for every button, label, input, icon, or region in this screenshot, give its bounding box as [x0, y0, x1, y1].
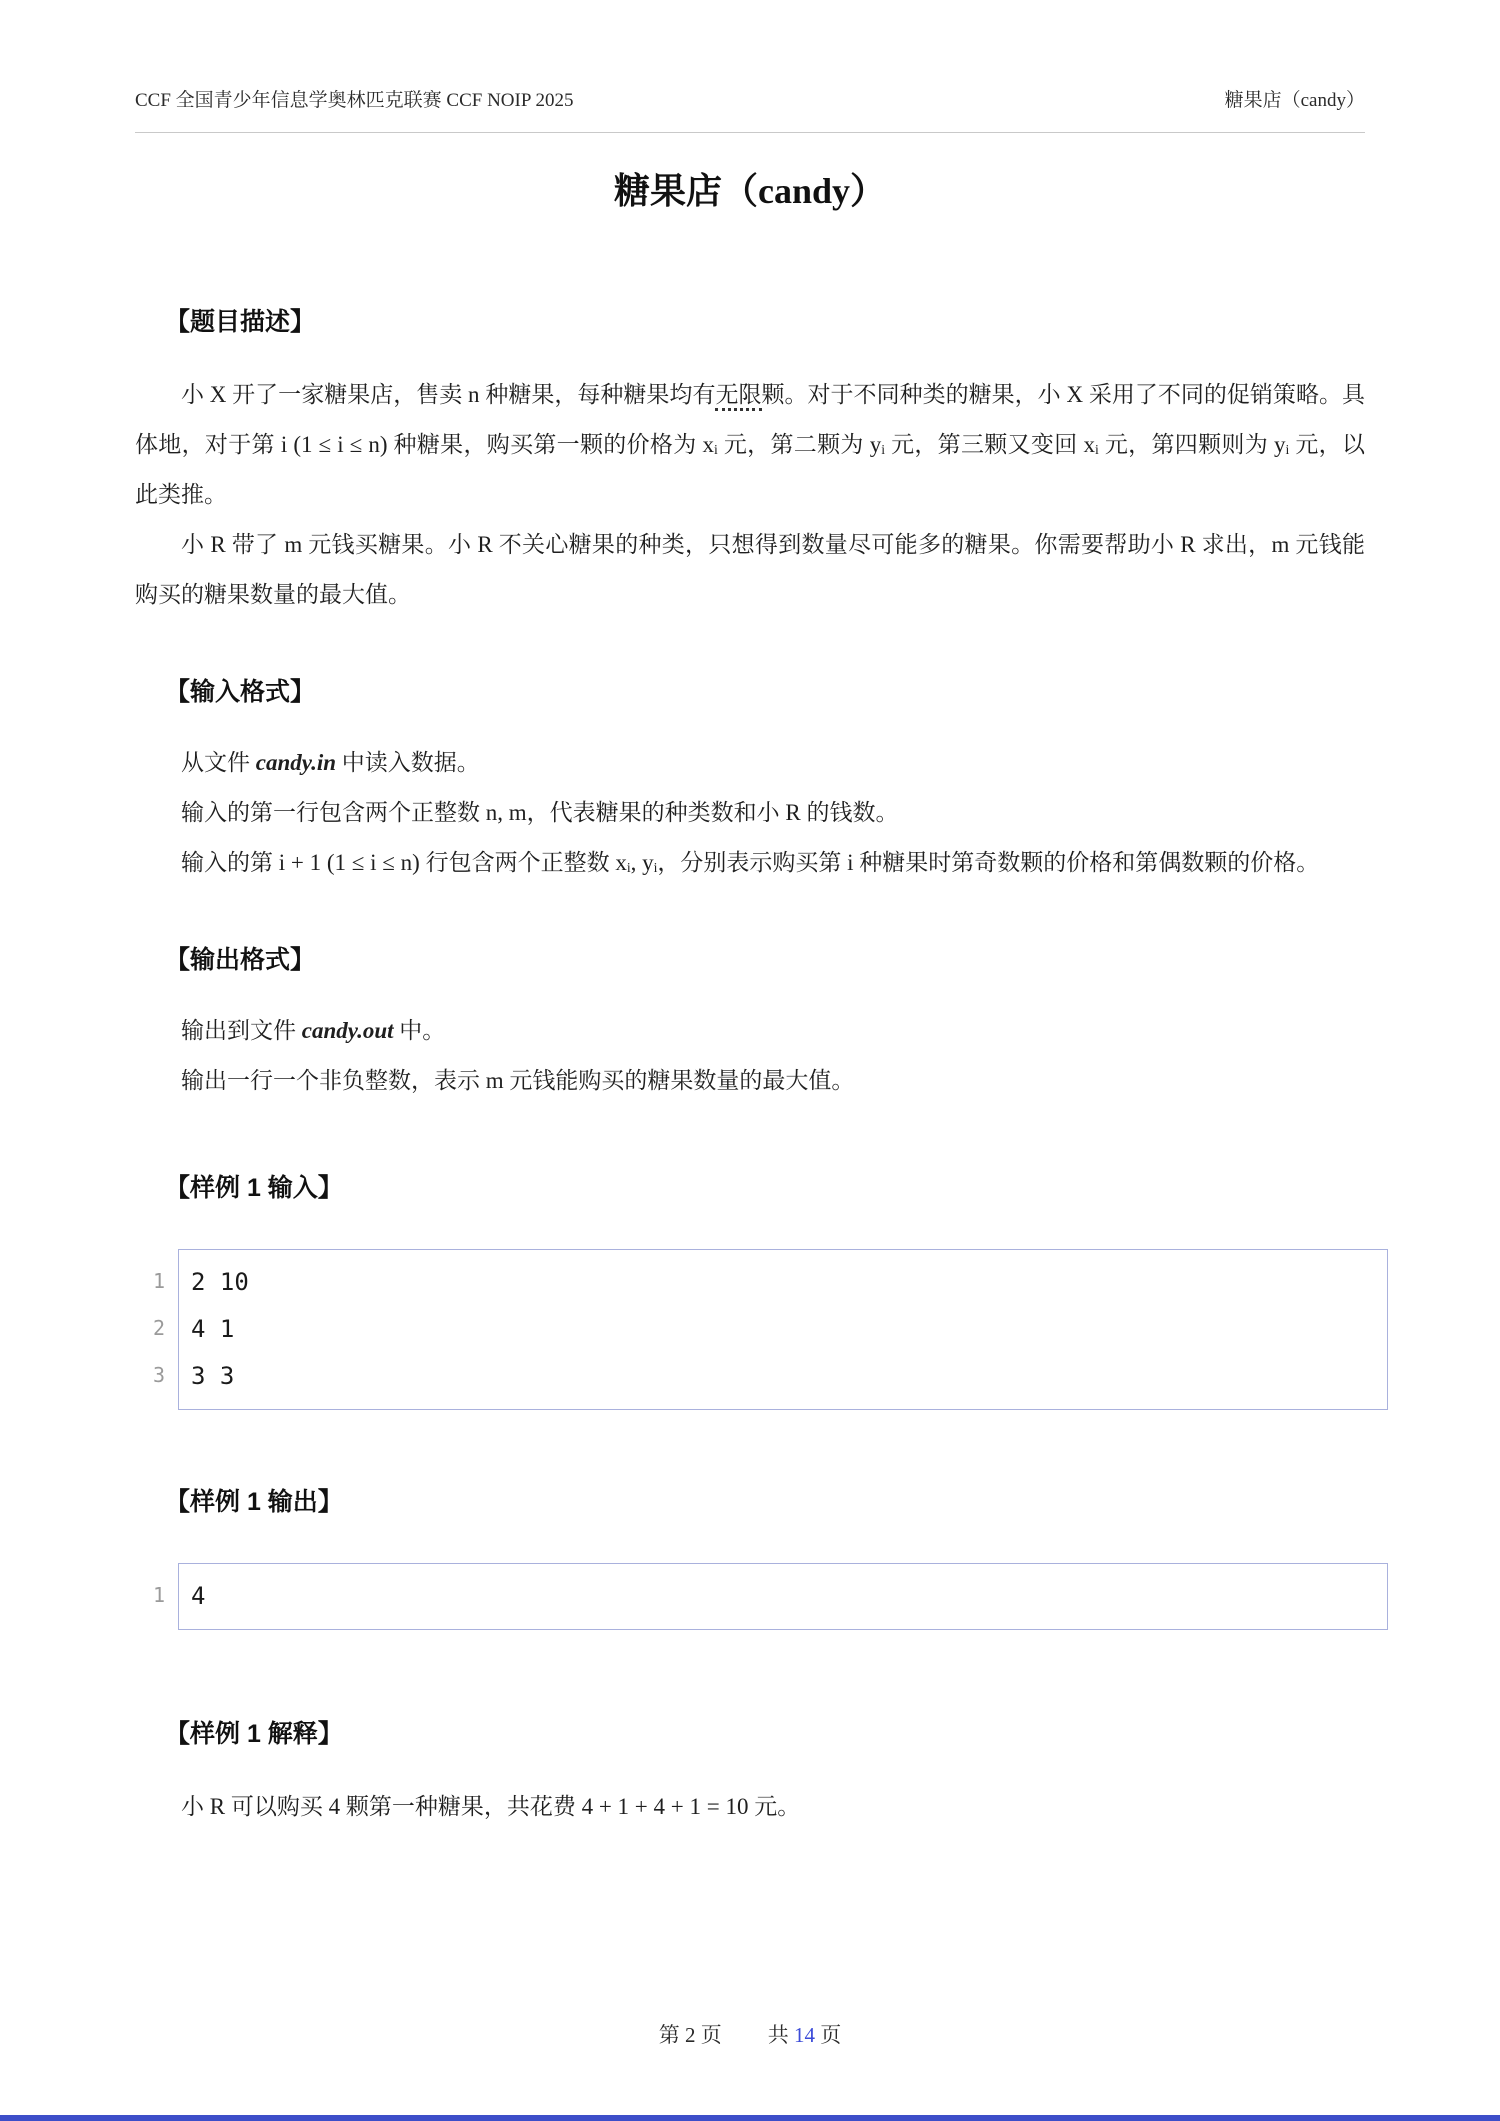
total-pre-text: 共 [767, 2023, 794, 2047]
page-header [135, 85, 1365, 112]
code-line: 3 3 [191, 1362, 235, 1390]
output-file-post: 中。 [393, 1018, 446, 1043]
total-pages-label [768, 2019, 842, 2049]
line-number: 1 [152, 1583, 165, 1607]
code-line: 4 [191, 1582, 206, 1610]
sample-input-code-box [178, 1249, 1388, 1410]
sample-input-block [135, 1249, 1388, 1410]
total-post-text: 页 [815, 2023, 842, 2047]
page-title: 糖果店（candy） [613, 171, 887, 211]
input-filename: candy.in [255, 750, 337, 775]
current-page-label: 第 2 页 [658, 2023, 722, 2047]
sample-output-code-box [178, 1563, 1388, 1630]
line-number-gutter [135, 1249, 178, 1410]
input-file-post: 中读入数据。 [336, 750, 480, 775]
input-file-pre: 从文件 [181, 750, 256, 775]
paragraph-input-line2: 输入的第 i + 1 (1 ≤ i ≤ n) 行包含两个正整数 xᵢ, yᵢ，分别表示购买第 i 种糖果时第奇数颗的价格和第偶数颗的价格。 [181, 850, 1320, 875]
section-heading-input-format: 【输入格式】 [165, 678, 316, 706]
section-heading-sample1-input: 【样例 1 输入】 [165, 1174, 343, 1202]
header-divider [135, 132, 1365, 133]
description-text-a: 小 X 开了一家糖果店，售卖 n 种糖果，每种糖果均有 [181, 382, 716, 407]
paragraph-explanation: 小 R 可以购买 4 颗第一种糖果，共花费 4 + 1 + 4 + 1 = 10 元。 [181, 1794, 801, 1819]
line-number: 1 [152, 1269, 165, 1293]
output-file-pre: 输出到文件 [181, 1018, 302, 1043]
code-line: 2 10 [191, 1268, 249, 1296]
section-heading-output-format: 【输出格式】 [165, 946, 316, 974]
description-text-b: 颗。对于不同种类的糖果，小 X 采用了不同的促销策略。具体地，对于第 i (1 ≤ i ≤ n) 种糖果，购买第一颗的价格为 xᵢ 元，第二颗为 yᵢ 元，第三颗又变回 xᵢ 元，第四颗则为 yᵢ 元，以此类推。 [135, 382, 1365, 507]
line-number-gutter [135, 1563, 178, 1630]
section-heading-sample1-explanation: 【样例 1 解释】 [165, 1720, 343, 1748]
section-heading-sample1-output: 【样例 1 输出】 [165, 1488, 343, 1516]
bottom-edge-bar [0, 2115, 1500, 2121]
emphasized-unlimited: 无限 [715, 382, 761, 411]
output-filename: candy.out [301, 1018, 394, 1043]
line-number: 3 [152, 1363, 165, 1387]
code-line: 4 1 [191, 1315, 235, 1343]
paragraph-description-1 [135, 370, 1365, 520]
section-heading-description: 【题目描述】 [165, 308, 316, 336]
paragraph-output-desc: 输出一行一个非负整数，表示 m 元钱能购买的糖果数量的最大值。 [181, 1068, 855, 1093]
page-footer [0, 2019, 1500, 2049]
paragraph-input-line1: 输入的第一行包含两个正整数 n, m，代表糖果的种类数和小 R 的钱数。 [181, 800, 899, 825]
header-right-text: 糖果店（candy） [1224, 90, 1365, 111]
total-pages-link[interactable]: 14 [794, 2023, 815, 2047]
line-number: 2 [152, 1316, 165, 1340]
header-left-text: CCF 全国青少年信息学奥林匹克联赛 CCF NOIP 2025 [135, 90, 574, 111]
paragraph-output-file [135, 1006, 1365, 1056]
paragraph-input-file [135, 738, 1365, 788]
sample-output-block [135, 1563, 1388, 1630]
paragraph-description-2: 小 R 带了 m 元钱买糖果。小 R 不关心糖果的种类，只想得到数量尽可能多的糖果。你需要帮助小 R 求出，m 元钱能购买的糖果数量的最大值。 [135, 532, 1365, 607]
